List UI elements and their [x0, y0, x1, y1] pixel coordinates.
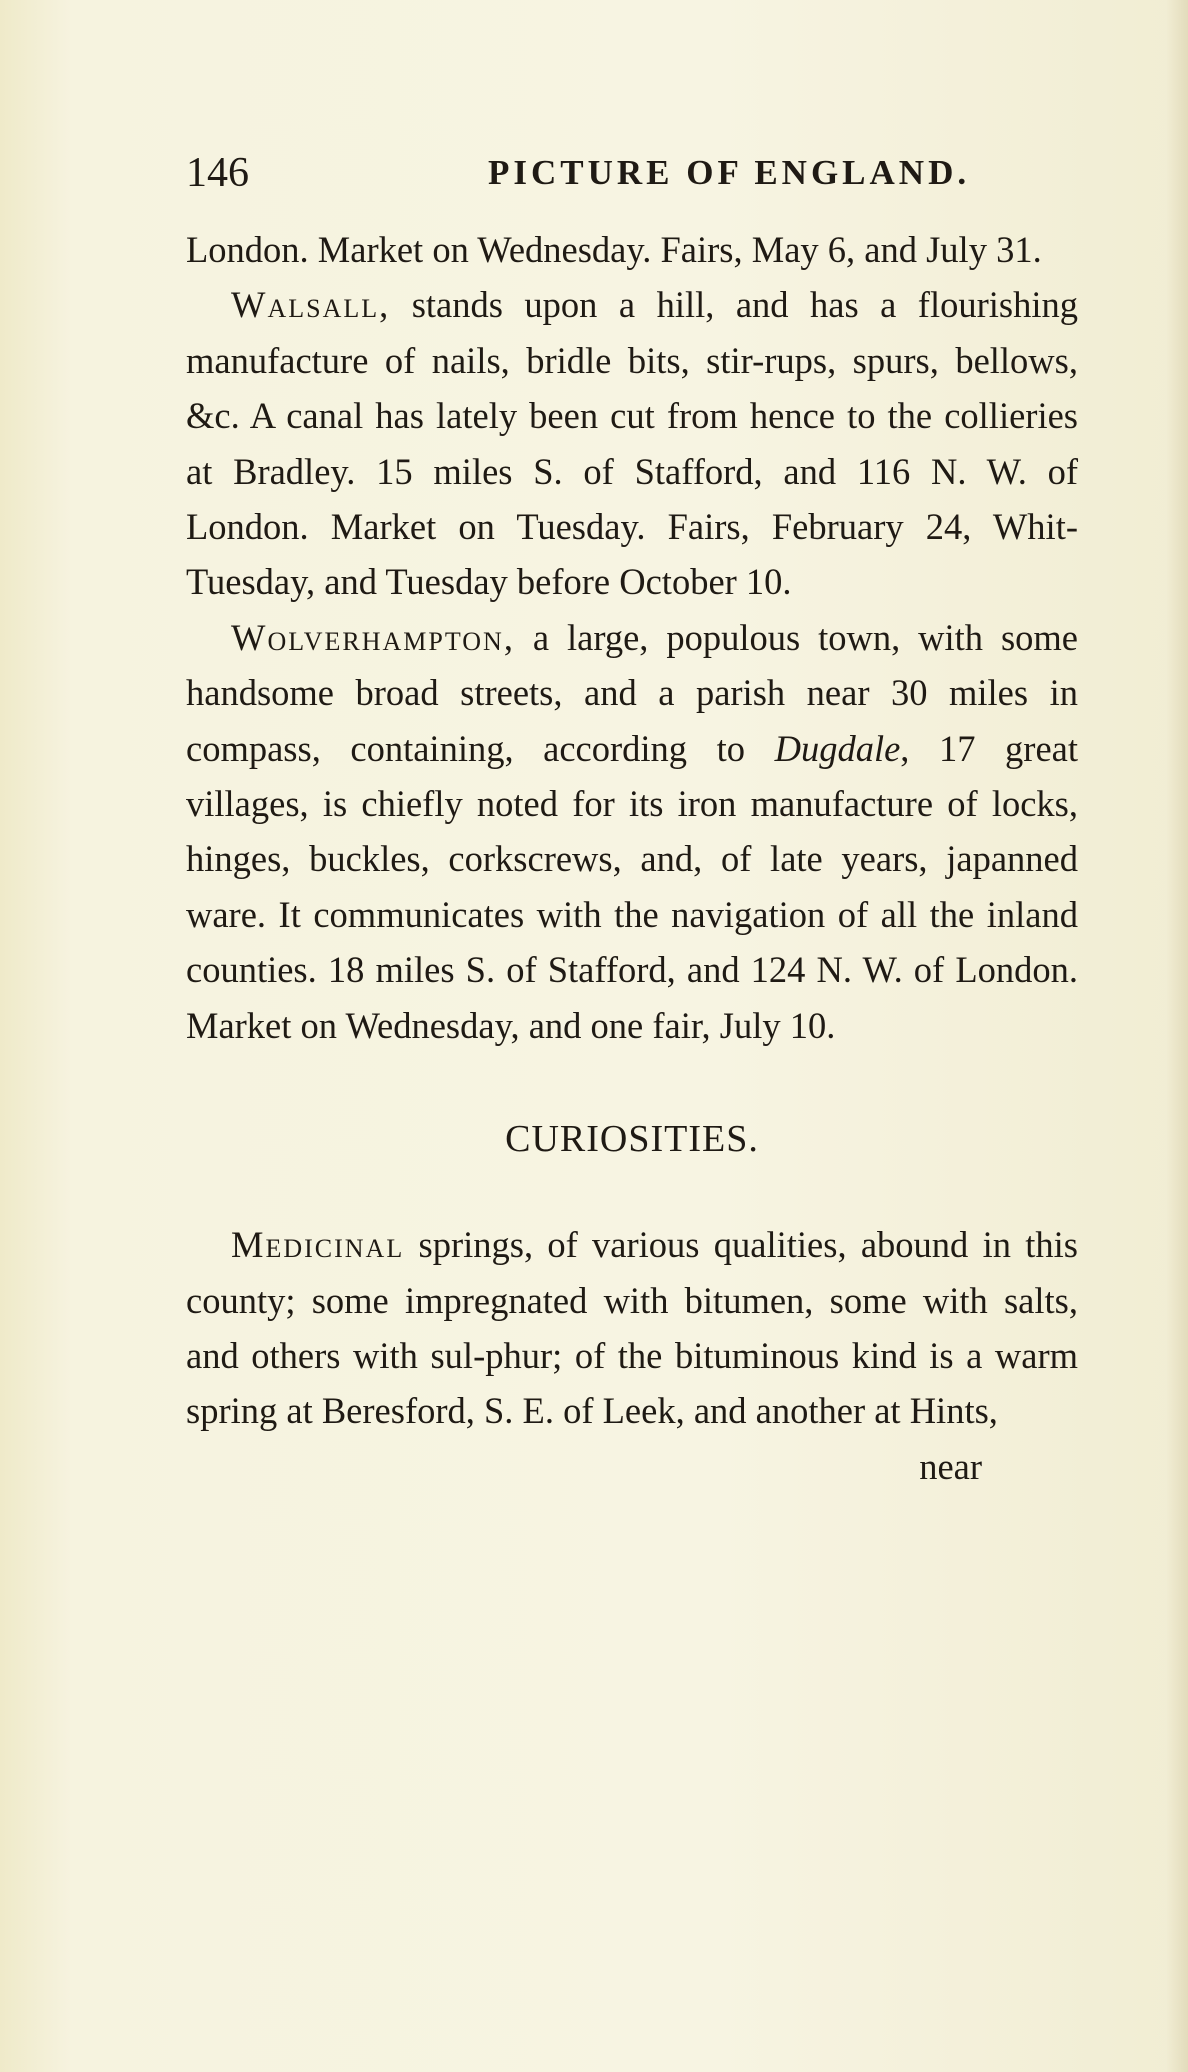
catchword: near — [919, 1445, 982, 1487]
paragraph-medicinal — [186, 1217, 1078, 1439]
entry-name-medicinal: Medicinal — [231, 1224, 405, 1266]
wolverhampton-description-b: , 17 great villages, is chiefly noted for its iron manufacture of locks, hinges, buckles, corkscrews, and, of late years, japanned ware. It communicates with the navigation of all the inland counties. 18 miles S. of Stafford, and 124 N. W. of London. Market on Wednesday, and one fair, July 10. — [186, 727, 1079, 1046]
paragraph-continued: London. Market on Wednesday. Fairs, May 6, and July 31. — [186, 229, 1042, 270]
section-heading: CURIOSITIES. — [505, 1118, 759, 1161]
medicinal-description: springs, of various qualities, abound in this county; some impregnated with bitumen, some with salts, and others with sul-phur; of the bituminous kind is a warm spring at Beresford, S. E. of Leek, and another at Hints, — [186, 1224, 1078, 1432]
page-gutter-shadow — [1166, 0, 1188, 2072]
walsall-description: stands upon a hill, and has a flourishing manufacture of nails, bridle bits, stir-rups, spurs, bellows, &c. A canal has lately been cut from hence to the collieries at Bradley. 15 miles S. of Stafford, and 116 N. W. of London. Market on Tuesday. Fairs, February 24, Whit-Tuesday, and Tuesday before October 10. — [186, 284, 1078, 603]
running-title: PICTURE OF ENGLAND. — [488, 153, 971, 192]
paragraph-wolverhampton — [186, 610, 1078, 1053]
entry-name-walsall: Walsall, — [231, 284, 391, 326]
page-number: 146 — [186, 150, 249, 196]
body-text — [186, 222, 1078, 1494]
wolverhampton-description-a: a large, populous town, with some handsome broad streets, and a parish near 30 miles in compass, containing, according to — [186, 616, 1078, 769]
entry-name-wolverhampton: Wolverhampton, — [231, 616, 515, 658]
author-dugdale: Dugdale — [774, 727, 901, 769]
page-header — [186, 148, 1074, 198]
paragraph-walsall — [186, 277, 1078, 609]
